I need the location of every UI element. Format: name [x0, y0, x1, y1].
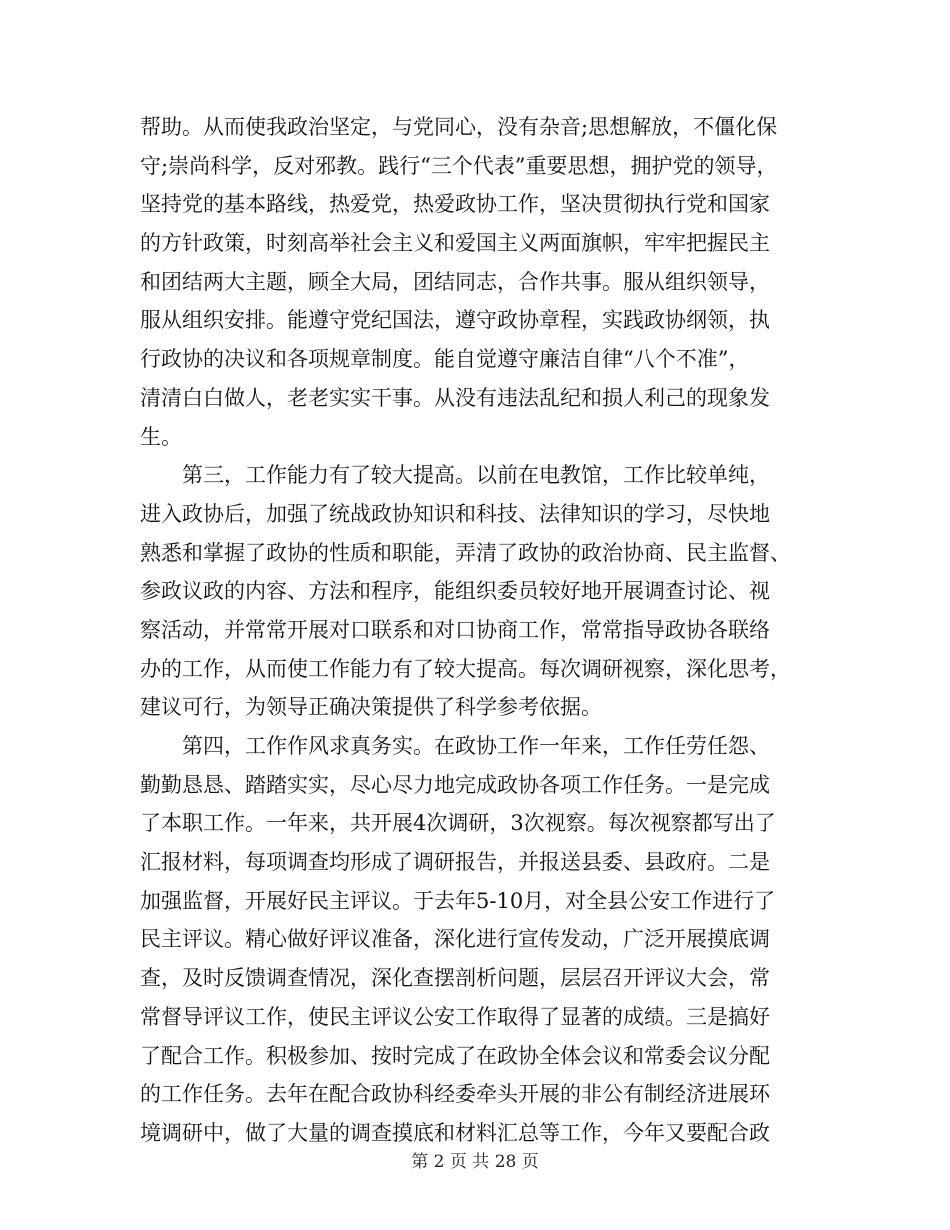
- text-line: 的方针政策，时刻高举社会主义和爱国主义两面旗帜，牢牢把握民主: [140, 231, 770, 256]
- text-line: 加强监督，开展好民主评议。于去年5-10月，对全县公安工作进行了: [140, 888, 776, 913]
- text-line: 的工作任务。去年在配合政协科经委牵头开展的非公有制经济进展环: [140, 1082, 770, 1107]
- text-line: 参政议政的内容、方法和程序，能组织委员较好地开展调查讨论、视: [140, 579, 770, 604]
- text-line: 建议可行，为领导正确决策提供了科学参考依据。: [140, 695, 602, 720]
- text-line: 勤勤恳恳、踏踏实实，尽心尽力地完成政协各项工作任务。一是完成: [140, 772, 770, 797]
- page-footer: 第 2 页 共 28 页: [411, 1152, 539, 1172]
- text-line: 和团结两大主题，顾全大局，团结同志，合作共事。服从组织领导，: [140, 269, 770, 294]
- text-line: 察活动，并常常开展对口联系和对口协商工作，常常指导政协各联络: [140, 617, 770, 642]
- text-line: 查，及时反馈调查情况，深化查摆剖析问题，层层召开评议大会，常: [140, 966, 770, 991]
- text-line: 常督导评议工作，使民主评议公安工作取得了显著的成绩。三是搞好: [140, 1004, 770, 1029]
- text-line: 坚持党的基本路线，热爱党，热爱政协工作，坚决贯彻执行党和国家: [140, 192, 770, 217]
- text-line: 服从组织安排。能遵守党纪国法，遵守政协章程，实践政协纲领，执: [140, 308, 770, 333]
- text-line: 民主评议。精心做好评议准备，深化进行宣传发动，广泛开展摸底调: [140, 927, 770, 952]
- text-line: 第三，工作能力有了较大提高。以前在电教馆，工作比较单纯，: [140, 463, 770, 488]
- text-line: 了本职工作。一年来，共开展4次调研，3次视察。每次视察都写出了: [140, 811, 776, 836]
- text-line: 第四，工作作风求真务实。在政协工作一年来，工作任劳任怨、: [140, 734, 770, 758]
- text-line: 境调研中，做了大量的调查摸底和材料汇总等工作，今年又要配合政: [140, 1120, 770, 1145]
- text-line: 了配合工作。积极参加、按时完成了在政协全体会议和常委会议分配: [140, 1043, 770, 1068]
- text-line: 生。: [140, 424, 182, 449]
- text-line: 守;崇尚科学，反对邪教。践行“三个代表”重要思想，拥护党的领导，: [140, 153, 778, 178]
- text-line: 帮助。从而使我政治坚定，与党同心，没有杂音;思想解放，不僵化保: [140, 115, 778, 139]
- text-line: 清清白白做人，老老实实干事。从没有违法乱纪和损人利己的现象发: [140, 385, 770, 410]
- text-line: 办的工作，从而使工作能力有了较大提高。每次调研视察，深化思考，: [140, 656, 791, 681]
- text-line: 熟悉和掌握了政协的性质和职能，弄清了政协的政治协商、民主监督、: [140, 540, 791, 565]
- text-line: 汇报材料，每项调查均形成了调研报告，并报送县委、县政府。二是: [140, 850, 770, 875]
- body-text: [140, 108, 820, 1153]
- text-line: 进入政协后，加强了统战政协知识和科技、法律知识的学习，尽快地: [140, 501, 770, 526]
- text-line: 行政协的决议和各项规章制度。能自觉遵守廉洁自律“八个不准”，: [140, 347, 750, 372]
